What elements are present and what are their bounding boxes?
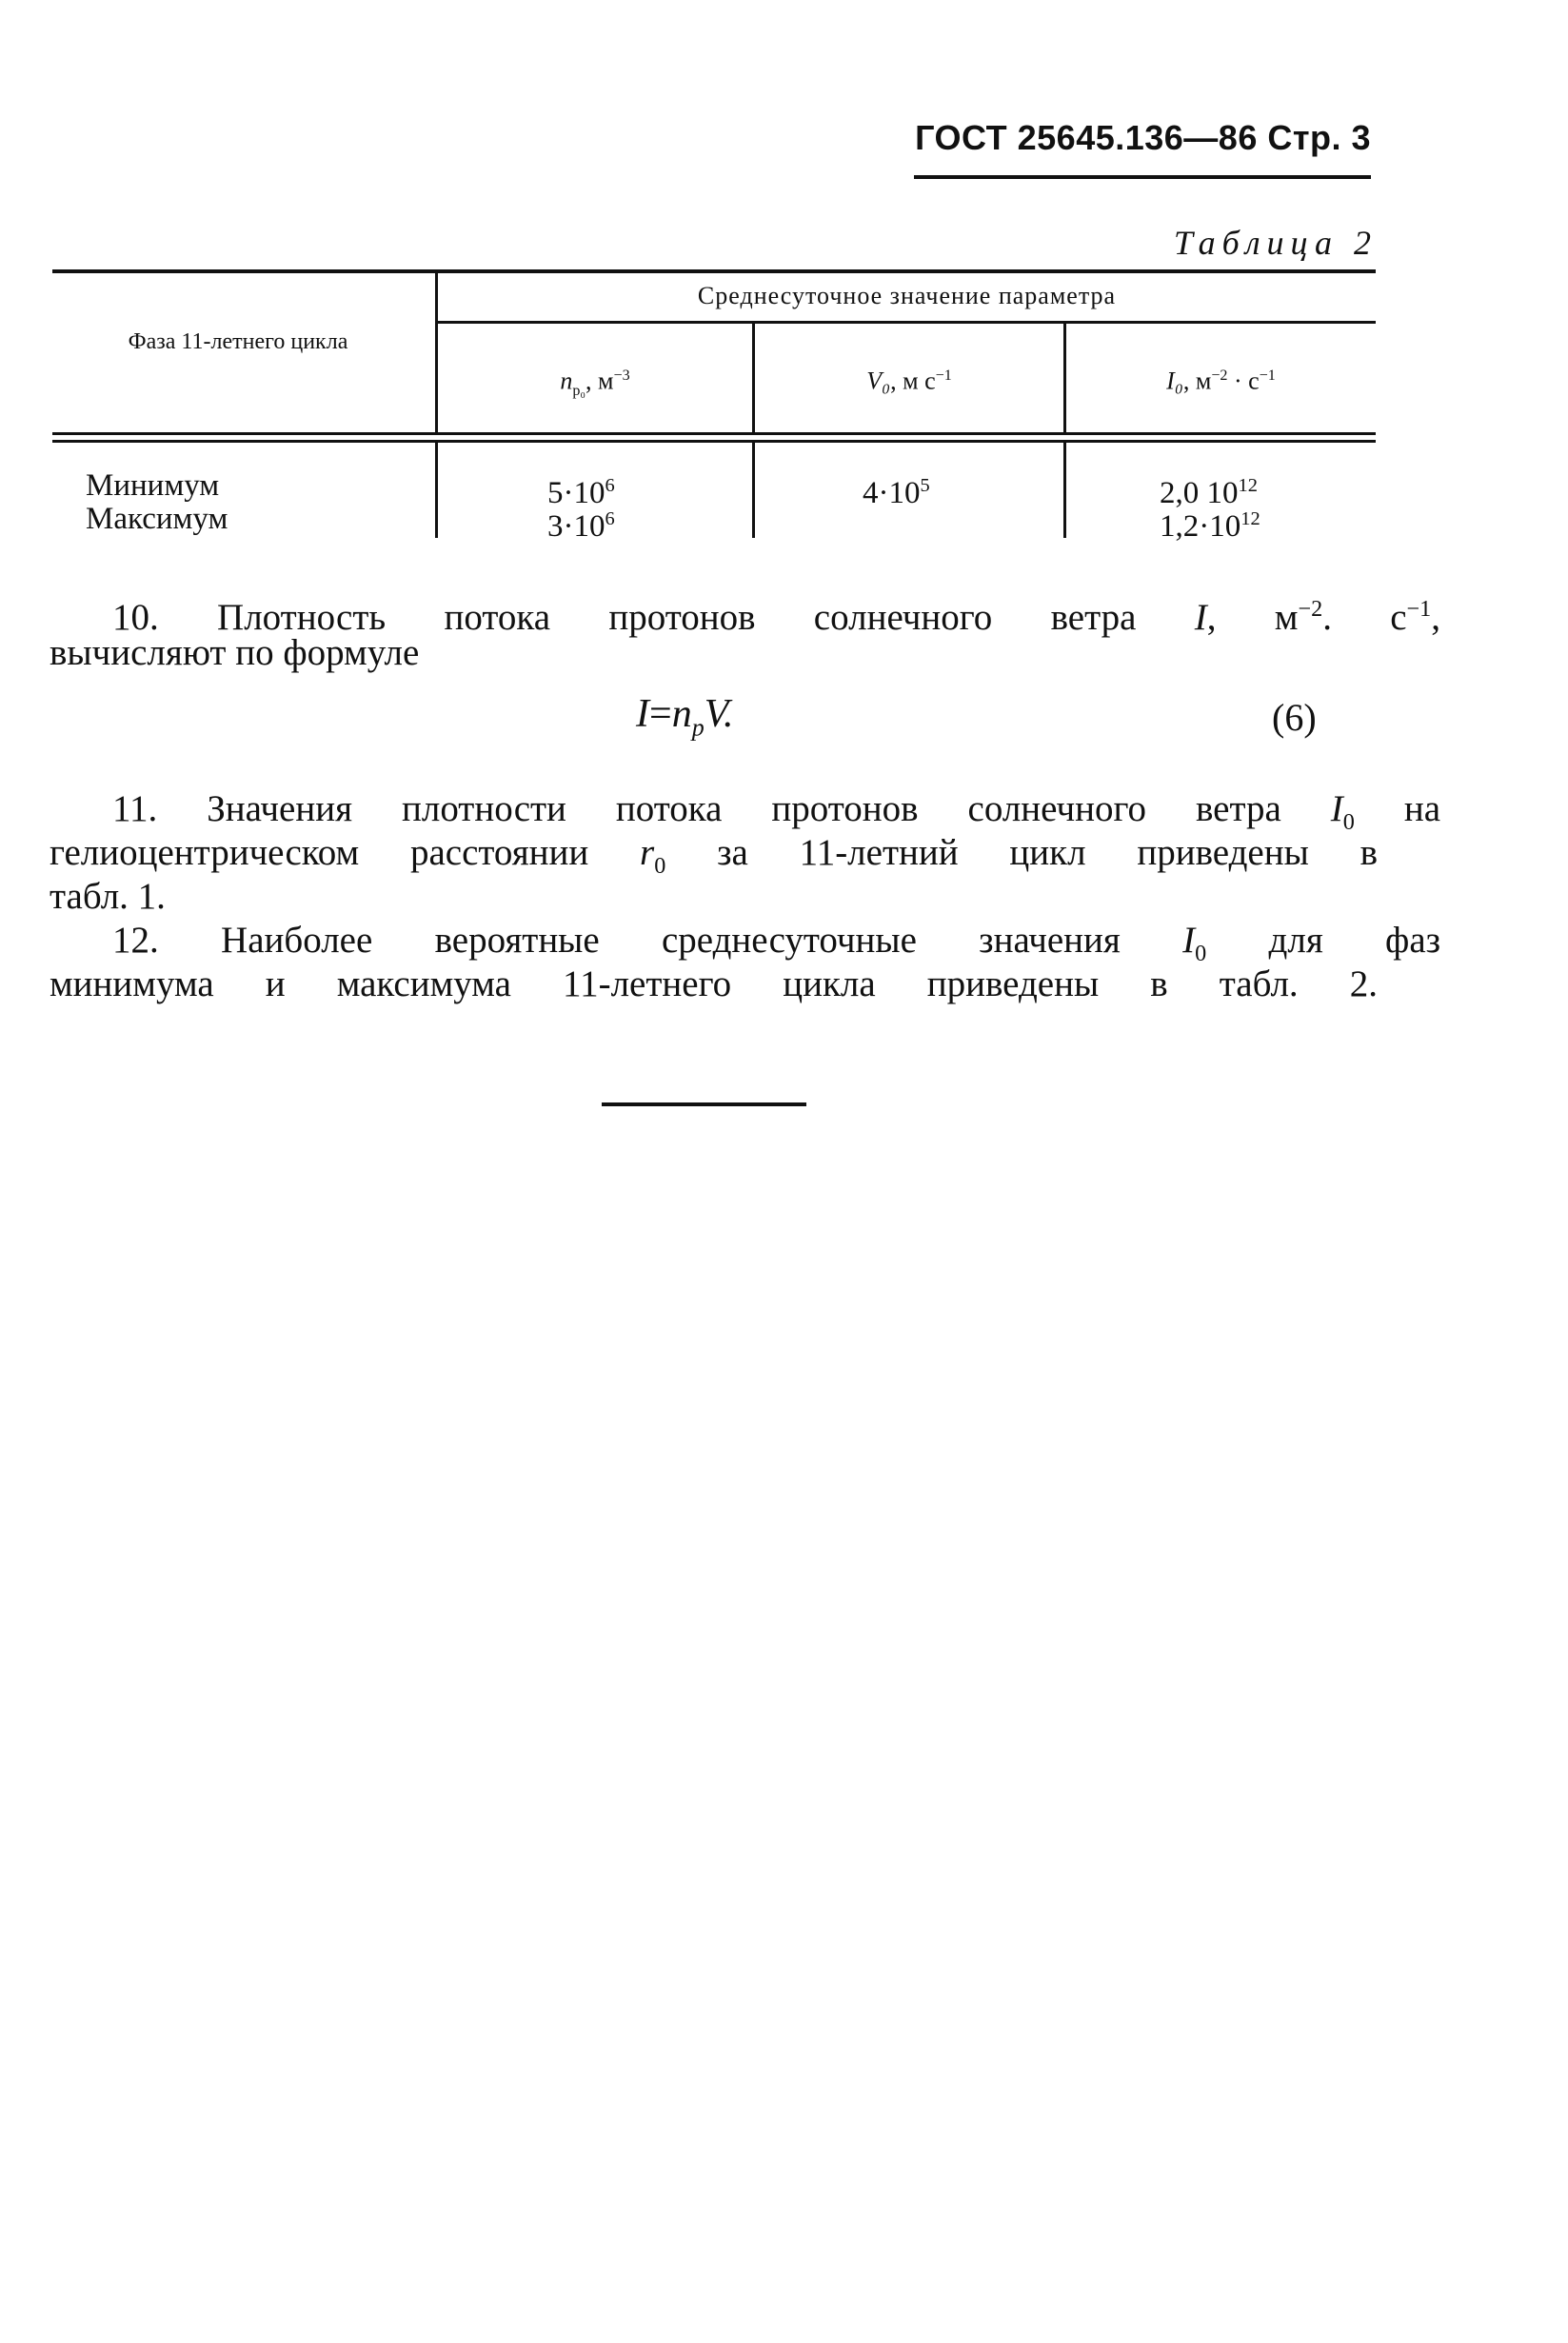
param-header-i [1066, 362, 1376, 396]
table-top-rule [52, 269, 1376, 273]
group-header-rule [436, 321, 1376, 324]
p12-text-a: 12. Наиболее вероятные среднесуточные значения [112, 920, 1121, 961]
p10-symbol: I [1194, 597, 1207, 638]
param-v-exp: −1 [935, 367, 952, 384]
paragraph-11-line-3: табл. 1. [50, 876, 166, 917]
formula-6 [636, 691, 733, 742]
group-header-text: Среднесуточное значение параметра [697, 282, 1117, 309]
page-header [914, 118, 1371, 179]
p12-text-b: для фаз [1268, 920, 1441, 961]
cell-v-minimum-exp: 5 [920, 475, 930, 496]
equation-number: (6) [1272, 696, 1317, 739]
p10-exp1: −2 [1298, 596, 1323, 622]
p10-text: 10. Плотность потока протонов солнечного ветра [112, 597, 1137, 638]
param-i-unit2: · с [1227, 367, 1260, 395]
table-vline-2-body [752, 443, 755, 538]
param-np-sub: p₀ [572, 382, 586, 399]
row-phase-minimum: Минимум [86, 468, 220, 503]
cell-v-minimum [863, 468, 930, 510]
param-i-exp2: −1 [1259, 367, 1276, 384]
paragraph-12-line-2: минимума и максимума 11-летнего цикла приведены в табл. 2. [50, 963, 1378, 1004]
document-reference: ГОСТ 25645.136—86 Стр. 3 [915, 118, 1371, 157]
cell-i-maximum [1160, 502, 1260, 544]
p11-text-b: на [1403, 788, 1441, 829]
cell-np-minimum-base: 5·10 [547, 476, 605, 510]
cell-i-maximum-base: 1,2·10 [1160, 509, 1241, 544]
row-phase-maximum: Максимум [86, 502, 228, 536]
param-i-symbol: I₀ [1166, 367, 1183, 395]
p10-exp2: −1 [1406, 596, 1432, 622]
p11-sub: 0 [1342, 808, 1355, 835]
formula-lhs: I [636, 692, 649, 736]
cell-np-maximum [547, 502, 615, 544]
p12-sub: 0 [1195, 940, 1207, 966]
param-i-exp: −2 [1211, 367, 1228, 384]
p11-sub-r: 0 [654, 852, 666, 879]
cell-i-minimum-base: 2,0 10 [1160, 476, 1239, 510]
p11-text-c: гелиоцентрическом расстоянии [50, 832, 589, 873]
p10-units: , м [1206, 597, 1299, 638]
param-np-unit: , м [586, 367, 614, 395]
formula-rhs: V. [704, 692, 734, 736]
table-vline-1-body [435, 443, 438, 538]
paragraph-10-line-2: вычисляют по формуле [50, 632, 420, 673]
phase-column-header [95, 328, 381, 356]
param-header-v [755, 362, 1063, 396]
param-v-unit: , м с [890, 367, 936, 395]
end-of-text-rule [602, 1102, 806, 1106]
param-v-symbol: V₀ [866, 367, 891, 395]
cell-i-maximum-exp: 12 [1241, 508, 1260, 529]
formula-sub: p [691, 713, 705, 742]
p12-symbol: I [1182, 920, 1196, 961]
cell-np-maximum-exp: 6 [605, 508, 615, 529]
param-header-np [438, 362, 752, 406]
param-np-symbol: n [560, 367, 573, 395]
table-vline-3-body [1063, 443, 1066, 538]
formula-n: n [671, 692, 692, 736]
p11-text-a: 11. Значения плотности потока протонов солнечного ветра [112, 788, 1281, 829]
phase-column-header-text: Фаза 11-летнего цикла [128, 329, 348, 354]
table-header-bottom-rule-2 [52, 440, 1376, 443]
p11-symbol-r: r [640, 832, 655, 873]
cell-np-minimum-exp: 6 [605, 475, 615, 496]
table-caption: Таблица 2 [1173, 224, 1378, 262]
p10-units2: . с [1322, 597, 1407, 638]
param-i-unit: , м [1182, 367, 1212, 395]
cell-i-minimum-exp: 12 [1238, 475, 1258, 496]
cell-np-maximum-base: 3·10 [547, 509, 605, 544]
table-header-bottom-rule-1 [52, 432, 1376, 435]
p11-symbol: I [1330, 788, 1343, 829]
cell-v-minimum-base: 4·10 [863, 476, 921, 510]
param-np-exp: −3 [613, 367, 630, 384]
p11-text-d: за 11-летний цикл приведены в [717, 832, 1379, 873]
p10-tail: , [1431, 597, 1441, 638]
formula-eq: = [649, 692, 672, 736]
group-header [438, 282, 1376, 310]
